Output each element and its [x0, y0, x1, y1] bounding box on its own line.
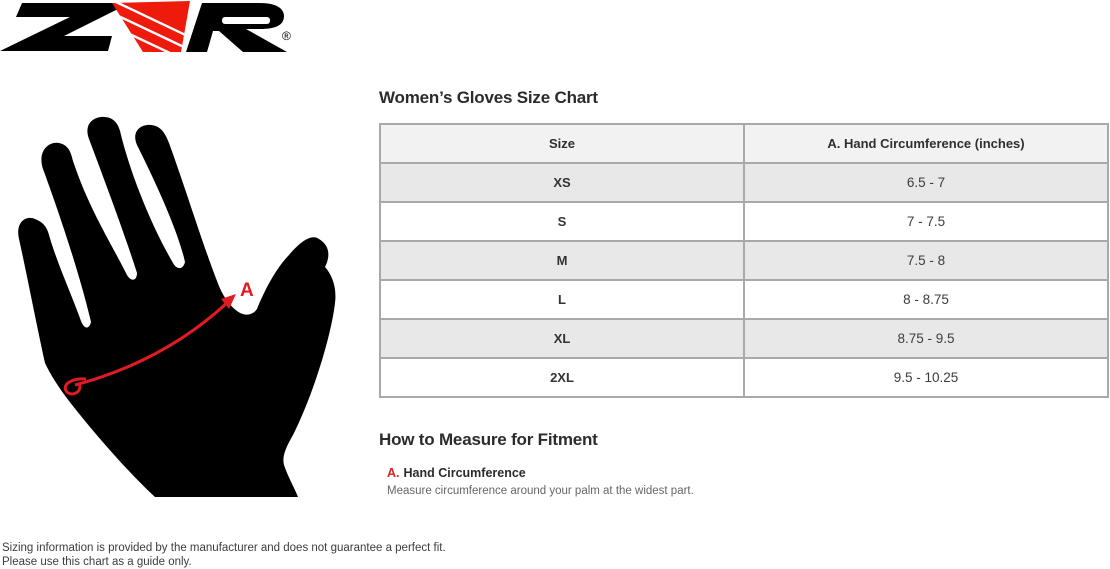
- hand-annotation-label: A: [240, 280, 254, 301]
- table-header-row: [380, 124, 1108, 163]
- table-row-2xl: [380, 358, 1108, 397]
- z1r-logo-letter-z: [0, 3, 130, 51]
- circumference-value: 7 - 7.5: [744, 202, 1108, 241]
- table-row-s: [380, 202, 1108, 241]
- sizing-disclaimer: [2, 541, 446, 569]
- measure-item-label: Hand Circumference: [403, 466, 526, 480]
- registered-trademark-icon: ®: [282, 29, 291, 43]
- circumference-value: 6.5 - 7: [744, 163, 1108, 202]
- size-label: XL: [380, 319, 744, 358]
- measure-item-key: A.: [387, 466, 400, 480]
- z1r-logo-numeral-1: [104, 1, 196, 54]
- circumference-value: 8 - 8.75: [744, 280, 1108, 319]
- disclaimer-line-2: Please use this chart as a guide only.: [2, 556, 192, 569]
- size-label: XS: [380, 163, 744, 202]
- measure-item-hand-circumference: [387, 465, 1109, 498]
- how-to-measure-heading: How to Measure for Fitment: [379, 430, 598, 449]
- measure-item-description: Measure circumference around your palm at the widest part.: [387, 485, 694, 497]
- table-row-m: [380, 241, 1108, 280]
- z1r-logo-letter-r: [186, 3, 287, 52]
- circumference-value: 7.5 - 8: [744, 241, 1108, 280]
- page-title: Women’s Gloves Size Chart: [379, 88, 598, 107]
- table-row-xs: [380, 163, 1108, 202]
- table-row-xl: [380, 319, 1108, 358]
- size-label: M: [380, 241, 744, 280]
- z1r-logo: [0, 0, 300, 56]
- circumference-value: 8.75 - 9.5: [744, 319, 1108, 358]
- column-header-circumference: A. Hand Circumference (inches): [744, 124, 1108, 163]
- hand-silhouette: [18, 117, 335, 497]
- table-row-l: [380, 280, 1108, 319]
- size-label: 2XL: [380, 358, 744, 397]
- size-label: S: [380, 202, 744, 241]
- hand-measurement-diagram: [5, 115, 340, 500]
- size-chart-table: [379, 123, 1109, 398]
- disclaimer-line-1: Sizing information is provided by the manufacturer and does not guarantee a perfect fit.: [2, 542, 446, 554]
- column-header-size: Size: [380, 124, 744, 163]
- size-chart-section: [379, 88, 1109, 498]
- size-label: L: [380, 280, 744, 319]
- circumference-value: 9.5 - 10.25: [744, 358, 1108, 397]
